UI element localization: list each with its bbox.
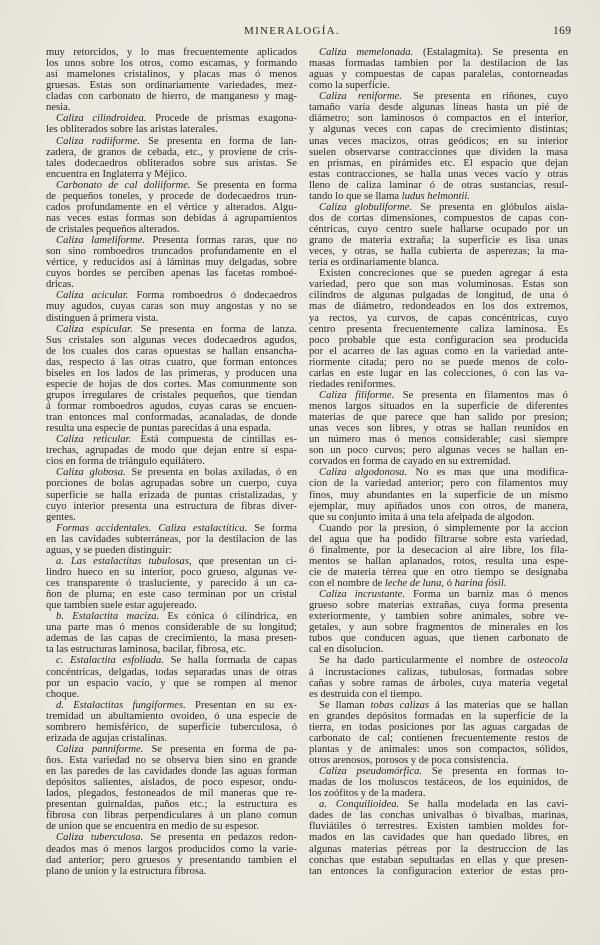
- text-line: teria es ordinariamente blanca.: [309, 257, 440, 269]
- paragraph: [309, 700, 568, 766]
- text-line: unas veces macizos, otras geódicos; en su interior: [309, 135, 568, 147]
- text-line: Caliza incrustante. Forma un barniz mas ó menos: [319, 589, 568, 601]
- paragraph: [46, 832, 297, 876]
- text-line: así mamelones cristalinos, y placas mas ó menos: [46, 69, 297, 81]
- paragraph: [309, 467, 568, 522]
- text-line: de cristales pequeños alterados.: [46, 224, 180, 235]
- text-line: corvados en forma de cayado en su extremidad.: [309, 456, 511, 468]
- text-line: Caliza pseudomórfica. Se presenta en formas to-: [319, 766, 568, 778]
- text-line: unas veces son libres, y otras se hallan reunidos en: [309, 423, 568, 435]
- paragraph: [309, 390, 568, 467]
- italic-term: Carbonato de cal doliiforme.: [56, 179, 191, 191]
- text-line: los unos sobre los otros, como escamas, y formando: [46, 58, 297, 70]
- paragraph: [46, 523, 297, 556]
- italic-term: Caliza reniforme.: [319, 91, 402, 103]
- paragraph: [309, 268, 568, 390]
- text-line: especie de hojas de dos cortes. Mas comunmente son: [46, 378, 297, 390]
- text-line: les obliterados sobre las aristas laterales.: [46, 124, 218, 136]
- text-line: mas de diámetro, redondeados en los dos extremos,: [309, 301, 568, 313]
- text-line: tierra, en todas posiciones por las aguas cargadas de: [309, 721, 568, 733]
- text-line: céntricas, cuyo centro suele hallarse ocupado por un: [309, 224, 568, 235]
- italic-term: tobas calizas: [370, 699, 430, 711]
- italic-term: Caliza tuberculosa.: [56, 832, 144, 844]
- text-line: cuyo interior presenta una estructura de fibras diver-: [46, 500, 297, 512]
- text-line: cie de materia térrea que en otro tiempo se designaba: [309, 566, 568, 578]
- text-line: Se ha dado particularmente el nombre de osteocola: [319, 655, 568, 667]
- text-line: á incrustaciones calizas, tubulosas, formadas sobre: [309, 666, 568, 678]
- text-line: trechas, agrupadas de modo que dejan entre sí espa-: [46, 445, 297, 457]
- text-line: tan entonces la configuracion exterior de estas pro-: [309, 865, 568, 877]
- italic-term: Caliza lameliforme.: [56, 235, 146, 247]
- text-line: tremidad un abultamiento ovoideo, ó una especie de: [46, 710, 297, 722]
- italic-term: d. Estalactitas fungiformes.: [56, 699, 186, 711]
- text-line: b. Estalactita maciza. Es cónica ó cilíndrica, en: [56, 611, 297, 623]
- text-line: finos, muy abundantes en la superficie de un mismo: [309, 489, 568, 501]
- text-line: Caliza cilindroidea. Procede de prismas exagona-: [56, 113, 297, 125]
- text-line: Caliza reticular. Está compuesta de cintillas es-: [56, 434, 297, 446]
- text-line: que tambien suele estar agujereado.: [46, 600, 197, 612]
- text-line: ó finalmente, por la desecacion al aire libre, los fila-: [309, 544, 568, 556]
- text-line: algunas materias pétreas por la destruccion de las: [309, 843, 568, 855]
- paragraph: [46, 235, 297, 290]
- paragraph: [46, 556, 297, 611]
- text-line: choque.: [46, 688, 80, 700]
- text-line: riedades reniformes.: [309, 378, 396, 390]
- paragraph: [46, 180, 297, 235]
- text-line: fluviátiles ó terrestres. Existen tambien moldes for-: [309, 821, 568, 833]
- text-line: conchas que estaban sepultadas en ellas y que presen-: [309, 854, 568, 866]
- text-line: son un poco curvos; pero algunas veces se hallan en-: [309, 445, 568, 457]
- text-line: muy retorcidos, y lo mas frecuentemente aplicados: [46, 47, 297, 58]
- text-line: a. Conquilioidea. Se halla modelada en las cavi-: [319, 799, 568, 811]
- text-line: suelen observarse contracciones que dividen la masa: [309, 146, 568, 158]
- text-line: porciones de bolas agrupadas sobre un cuerpo, cuya: [46, 478, 297, 490]
- paragraph: [309, 202, 568, 268]
- text-line: presentan guirnaldas, paños etc.; la estructura es: [46, 799, 297, 811]
- text-line: diámetro; son laminosos ó compactos en el interior,: [309, 113, 568, 125]
- text-line: por el acarreo de las aguas como en la variedad ante-: [309, 345, 568, 357]
- text-line: carbonato de cal; contienen frecuentemente restos de: [309, 732, 568, 744]
- text-line: sombrero hemisférico, de superficie tuberculosa, ó: [46, 721, 297, 733]
- italic-term: Caliza filiforme.: [319, 389, 395, 401]
- paragraph: [46, 655, 297, 699]
- text-line: plano de union y la estructura fibrosa.: [46, 865, 207, 877]
- paragraph: [309, 766, 568, 799]
- paragraph: [309, 799, 568, 876]
- text-line: muy agudos, cuyas caras son muy angostas y no se: [46, 301, 297, 313]
- paragraph: [46, 744, 297, 833]
- text-line: en las cavidades subterráneas, por la destilacion de las: [46, 533, 297, 545]
- italic-term: Caliza incrustante.: [319, 589, 406, 601]
- text-line: dricas.: [46, 279, 74, 291]
- text-line: Caliza lameliforme. Presenta formas raras, que no: [56, 235, 297, 247]
- text-line: getales, y aun sobre fragmentos de minerales en los: [309, 622, 568, 634]
- text-line: a. Las estalactitas tubulosas, que presentan un ci-: [56, 555, 297, 567]
- text-line: de union que se encuentra en medio de su espesor.: [46, 821, 259, 833]
- paragraph: [309, 91, 568, 202]
- text-line: tales dodecaedros obliterados sobre sus aristas. Se: [46, 157, 297, 169]
- text-line: tubos que conducen aguas, que tienen carbonato de: [309, 633, 568, 645]
- text-line: Caliza radiiforme. Se presenta en forma de lan-: [56, 135, 297, 147]
- text-line: tran entonces mal conformadas, acanaladas, de donde: [46, 412, 297, 424]
- text-line: erizada de agujas cristalinas.: [46, 732, 168, 744]
- text-line: grueso sobre materias extrañas, cuya forma presenta: [309, 600, 568, 612]
- text-line: en las paredes de las cavidades donde las aguas forman: [46, 766, 297, 778]
- text-line: Existen concreciones que se pueden agregar á esta: [319, 268, 568, 280]
- text-line: cuyos bordes se perciben apenas las facetas romboé-: [46, 268, 297, 280]
- paragraph: [309, 47, 568, 91]
- text-line: grano de materia extraña; la superficie es lisa unas: [309, 235, 568, 247]
- text-line: es destruida con el tiempo.: [309, 688, 423, 700]
- text-line: tando lo que se llama ludus helmontii.: [309, 190, 470, 202]
- right-column: [309, 47, 568, 877]
- text-line: los zoófitos y de la madera.: [309, 788, 426, 800]
- text-line: gruesas. Estas son ordinariamente variedades, mez-: [46, 80, 297, 92]
- text-line: superficie se halla erizada de puntas cristalizadas, y: [46, 489, 297, 501]
- italic-term: leche de luna: [384, 578, 442, 589]
- italic-term: Caliza acicular.: [56, 290, 129, 302]
- paragraph: [46, 290, 297, 323]
- text-line: ñon de pluma; en este caso terminan por un cristal: [46, 589, 297, 601]
- text-line: Formas accidentales. Caliza estalactítica. Se forma: [56, 522, 297, 534]
- italic-term: b. Estalactita maciza.: [56, 611, 160, 623]
- text-line: estas contracciones, se halla unas veces vacío y otras: [309, 168, 568, 180]
- text-line: dos de cortas dimensiones, compuestos de capas con-: [309, 212, 568, 224]
- text-line: Caliza panniforme. Se presenta en forma de pa-: [56, 743, 297, 755]
- text-line: Caliza espicular. Se presenta en forma de lanza.: [56, 323, 297, 335]
- paragraph: [309, 655, 568, 699]
- italic-term: Caliza reticular.: [56, 434, 132, 446]
- paragraph: [46, 700, 297, 744]
- text-line: deados mas ó menos largos producidos como la varie-: [46, 843, 297, 855]
- text-line: nesia.: [46, 102, 71, 114]
- text-line: d. Estalactitas fungiformes. Presentan en su ex-: [56, 699, 297, 711]
- text-line: exteriormente, y tambien sobre animales, sobre ve-: [309, 611, 568, 623]
- page-number: 169: [553, 25, 572, 37]
- paragraph: [46, 324, 297, 435]
- italic-term: a. Las estalactitas tubulosas,: [56, 555, 192, 567]
- text-line: materias de que parece que han salido por presion;: [309, 412, 568, 424]
- italic-term: a. Conquilioidea.: [319, 799, 400, 811]
- text-line: Carbonato de cal doliiforme. Se presenta en forma: [56, 179, 297, 191]
- text-line: de los cuales dos caras opuestas se hallan ensancha-: [46, 345, 297, 357]
- text-line: Caliza reniforme. Se presenta en riñones, cuyo: [319, 91, 568, 103]
- text-line: dad anterior; pero gruesos y presentando tambien el: [46, 854, 297, 866]
- text-line: lindro hueco en su interior, poco grueso, algunas ve-: [46, 566, 297, 578]
- text-line: distinguen á primera vista.: [46, 312, 159, 324]
- text-line: mados en las cavidades que han quedado libres, en: [309, 832, 568, 844]
- text-line: cios en forma de triángulo equilátero.: [46, 456, 205, 468]
- text-line: ejemplar, muy apiñados unos con otros, de manera,: [309, 500, 568, 512]
- text-line: fibrosa con libras perpendiculares á un plano comun: [46, 810, 297, 822]
- italic-term: Caliza espicular.: [56, 323, 133, 335]
- text-line: lleno de caliza laminar ó de otras sustancias, resul-: [309, 179, 568, 191]
- text-line: menos largos situados en la superficie de diferentes: [309, 401, 568, 412]
- text-line: Caliza tuberculosa. Se presenta en pedazos redon-: [56, 832, 298, 844]
- text-line: c. Estalactita esfoliada. Se halla formada de capas: [56, 655, 297, 667]
- text-line: del agua que ha podido filtrarse sobre esta variedad,: [309, 533, 568, 545]
- text-line: concéntricas, delgadas, todas separadas unas de otras: [46, 666, 297, 678]
- text-line: carlas en este lugar en las colecciones, ó con las va-: [309, 367, 568, 379]
- text-line: cion de la variedad anterior; pero con filamentos muy: [309, 478, 568, 490]
- text-line: Caliza filiforme. Se presenta en filamentos mas ó: [319, 389, 568, 401]
- italic-term: Caliza radiiforme.: [56, 135, 140, 147]
- italic-term: Caliza cilindroidea.: [56, 113, 147, 125]
- text-line: biseles en los lados de las primeras, y producen una: [46, 367, 297, 379]
- text-line: una parte mas ó menos considerable de su longitud;: [46, 622, 297, 634]
- text-line: vértice, y reducidos así á láminas muy delgadas, sobre: [46, 257, 297, 269]
- text-line: centro presenta frecuentemente caliza laminosa. Es: [309, 323, 568, 335]
- text-line: que su conjunto imita á una tela afelpada de algodon.: [309, 511, 535, 523]
- italic-term: Caliza globuliforme.: [319, 201, 413, 213]
- italic-term: harina fósil.: [454, 578, 507, 589]
- text-line: zadera, de granos de cebada, etc., y proviene de cris-: [46, 146, 297, 158]
- text-line: Se llaman tobas calizas á las materias que se hallan: [319, 699, 568, 711]
- text-line: con el nombre de leche de luna, ó harina fósil.: [309, 578, 507, 589]
- text-line: cados profundamente en el vértice y alterados. Algu-: [46, 201, 297, 213]
- text-line: Caliza globuliforme. Se presenta en glóbulos aisla-: [319, 201, 568, 213]
- text-line: cladas con carbonato de hierro, de manganeso y mag-: [46, 91, 297, 103]
- text-line: en grandes depósitos formadas en la superficie de la: [309, 710, 568, 722]
- text-line: Caliza globosa. Se presenta en bolas axiladas, ó en: [56, 467, 297, 479]
- text-line: madas de los moluscos testáceos, de los equinidos, de: [309, 777, 568, 789]
- paragraph: [46, 47, 297, 113]
- text-line: por un espacio vacío, y que se rompen al menor: [46, 677, 297, 689]
- text-line: y algunas veces con capas de crecimiento distintas;: [309, 124, 568, 136]
- text-line: encuentra en Inglaterra y Méjico.: [46, 168, 187, 180]
- text-line: en prismas, en pirámides etc. El espacio que dejan: [309, 157, 568, 169]
- text-line: mentos se hallan aplanados, rotos, resulta una espe-: [309, 555, 568, 567]
- paragraph: [46, 113, 297, 135]
- paragraph: [46, 434, 297, 467]
- text-line: Caliza memelonada. (Estalagmita). Se presenta en: [319, 47, 568, 58]
- text-line: Sus cristales son algunas veces dodecaedros agudos,: [46, 334, 297, 346]
- italic-term: Caliza algodonosa.: [319, 467, 408, 479]
- paragraph: [46, 136, 297, 180]
- running-title: MINERALOGÍA.: [244, 25, 340, 37]
- text-line: tamaño varía desde algunas líneas hasta un pié de: [309, 102, 568, 114]
- text-line: cañas y sobre ramas de árboles, cuya materia vegetal: [309, 677, 568, 689]
- text-line: de pequeños toneles, y procede de dodecaedros trun-: [46, 190, 297, 202]
- text-line: ademas de las capas de crecimiento, la masa presen-: [46, 633, 297, 645]
- text-line: masas formadas tambien por la destilacion de las: [309, 58, 568, 70]
- text-line: ya rectos, ya curvos, de capas concéntricas, cuyo: [309, 312, 568, 324]
- italic-term: Caliza pseudomórfica.: [319, 766, 423, 778]
- text-line: plantas y de animales: unos son compactos, sólidos,: [309, 743, 568, 755]
- text-line: poco probable que esta configuracion sea producida: [309, 334, 568, 346]
- text-line: grupos irregulares de cristales pequeños, que tiendan: [46, 389, 297, 401]
- text-line: son sino romboedros truncados profundamente en el: [46, 246, 297, 258]
- text-line: gentes.: [46, 511, 76, 523]
- text-line: nas veces estas formas son debidas á agrupamientos: [46, 212, 297, 224]
- paragraph: [309, 523, 568, 589]
- text-line: aguas, y se pueden distinguir:: [46, 544, 172, 556]
- text-line: ños. Esta variedad no se observa bien sino en grande: [46, 755, 297, 766]
- left-column: [46, 47, 297, 877]
- text-line: aguas y compuestas de capas paralelas, contorneadas: [309, 69, 568, 81]
- text-line: resulta una especie de puntas parecidas á una espada.: [46, 423, 272, 435]
- italic-term: c. Estalactita esfoliada.: [56, 655, 164, 667]
- text-line: Caliza acicular. Forma romboedros ó dodecaedros: [56, 290, 297, 302]
- text-line: Cuando por la presion, ó simplemente por la accion: [319, 522, 568, 534]
- italic-term: osteocola: [527, 655, 568, 667]
- italic-term: Caliza memelonada.: [319, 47, 414, 58]
- text-line: otros arenosos, porosos y de poca consistencia.: [309, 755, 509, 766]
- text-line: riormente citada; pero no se puede menos de colo-: [309, 356, 568, 368]
- text-line: das, respecto á las otras cuatro, que forman entonces: [46, 356, 297, 368]
- text-line: variedad, pero que son mas voluminosas. Estas son: [309, 279, 568, 291]
- italic-term: Caliza panniforme.: [56, 743, 144, 755]
- italic-term: Caliza globosa.: [56, 467, 126, 479]
- paragraph: [309, 589, 568, 655]
- text-line: cal en disolucion.: [309, 644, 384, 656]
- text-line: ces transparente ó trasluciente, y parecido á un ca-: [46, 578, 297, 589]
- paragraph: [46, 611, 297, 655]
- text-line: Caliza algodonosa. No es mas que una modifica-: [319, 467, 568, 479]
- text-line: cilindros de algunas pulgadas de longitud, de una ó: [309, 290, 568, 302]
- text-line: un número mas ó menos considerable; casi siempre: [309, 434, 568, 446]
- text-line: veces, y otras, se halla cubierta de asperezas; la ma-: [309, 246, 568, 258]
- text-line: dades de las conchas univalbas ó bivalbas, marinas,: [309, 810, 568, 822]
- text-line: depósitos salientes, aislados, de poco espesor, ondu-: [46, 777, 297, 789]
- italic-term: Formas accidentales. Caliza estalactítica.: [56, 522, 248, 534]
- text-line: á formar romboedros agudos, cuyas caras se encuen-: [46, 401, 297, 412]
- text-line: ta las estructuras laminosa, bacilar, fibrosa, etc.: [46, 644, 247, 656]
- running-head: [0, 24, 600, 40]
- paragraph: [46, 467, 297, 522]
- text-line: lados, plegados, festoneados de mil maneras que re-: [46, 788, 297, 800]
- text-line: como la superficie.: [309, 80, 390, 92]
- italic-term: ludus helmontii.: [401, 190, 470, 202]
